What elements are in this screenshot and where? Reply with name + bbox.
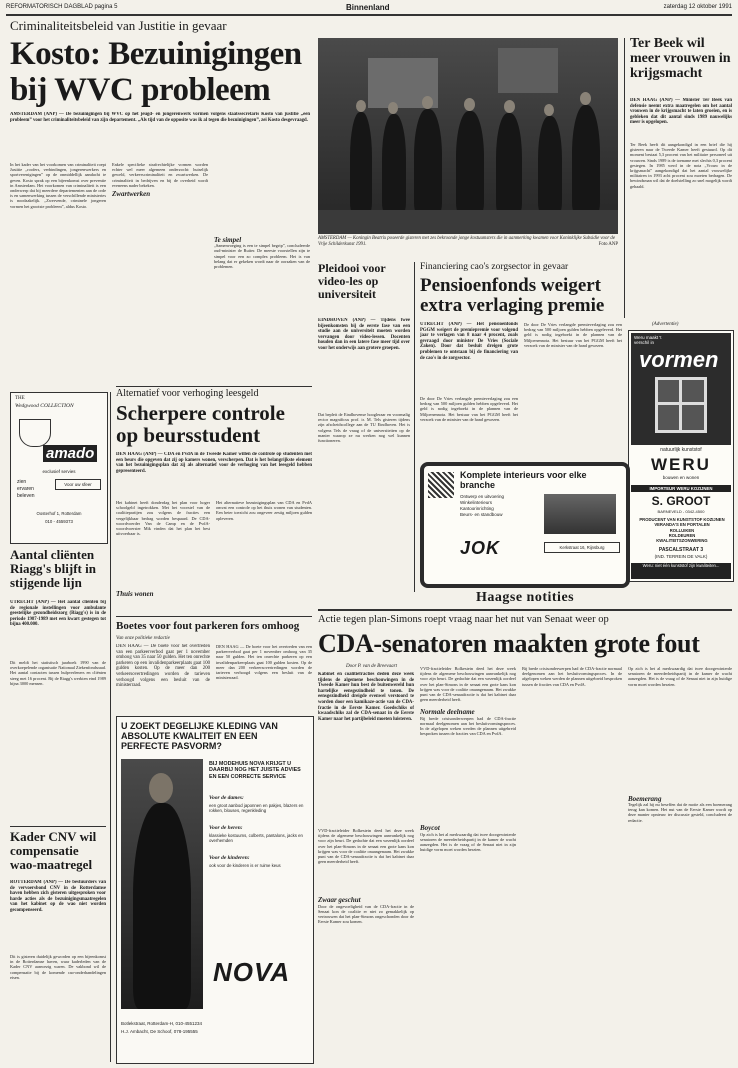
pleidooi-lead: EINDHOVEN (ANP) — Tijdens twee bijeenkomsten bij de eerste fase van een studie aan de universiteit moeten worden vervangen door video-lessen. Docenten houden dan in een latere fase meer tijd over voor het onderwijs aan grotere groepen. <box>318 318 410 351</box>
kader-top-rule <box>10 826 106 827</box>
person-head-6 <box>544 104 554 116</box>
boetes-top-rule <box>116 616 312 617</box>
caption-text: AMSTERDAM — Koningin Beatrix poseerde gisteren met zes bekroonde jonge kostuumsters die in aanmerking kwamen voor Koninklijke Subsidie voor de Vrije Schilderkunst 1991. <box>318 236 615 247</box>
boetes-body-col2: DEN HAAG — De boete voor het overtreden van een parkeerverbod gaat per 1 november omhoog van 35 naar 50 gulden. Het ten onrechte parkeren op een invalidenparkeerplaats gaat 100 gulden kosten. Op de meer dan 200 verkeersovertredingen worden de tarieven verhoogd volgens een besluit van de ministerraad. <box>216 644 312 681</box>
ad-interior-item: Beurs- en standbouw <box>460 512 503 517</box>
person-body-5 <box>496 113 522 213</box>
ad-kleding-section2-text: klassieke kostuums, colberts, pantalons, jacks en overhemden <box>209 833 303 844</box>
ad-vormen-footer: Weru: niet één kunststof zijn kwaliteiten... <box>631 563 731 579</box>
cda-byline: Door P. van de Breevaart <box>346 664 397 669</box>
ad-vormen-logo: WERU <box>651 455 711 474</box>
photo-painting <box>498 48 558 93</box>
kosto-body-col1: In het kader van het voorkomen van criminaliteit roept Justitie „roofers, verbindingen, jongerenwerkers en sportverenigingen” op de onmiddellijk aandacht te geven. Kosto sprak op een bijeenkomst over preventie in Amsterdam. Het voorkomen van criminaliteit is een onderwerp dat bij meerdere departementen aan de orde is en samenwerking tussen de verschillende ministeries is noodzakelijk. „Zwervende, criminele jongeren vormen het grootste probleem”, aldus Kosto. <box>10 162 106 209</box>
photo-floor <box>318 210 618 234</box>
ad-vormen-dealer: S. GROOT <box>651 494 711 508</box>
ad-wedgwood-tagline: exclusief servies <box>42 469 76 474</box>
cda-kicker: Actie tegen plan-Simons roept vraag naar het nut van Senaat weer op <box>318 614 609 625</box>
cda-subhead-zwaar: Zwaar geschut <box>318 896 361 905</box>
kosto-body-col3-a: „Samenvoeging is een te simpel begrip”, concludeerde oud-minister de Ruiter. De meeste voorstellen zijn te simpel voor een zo complex probleem. Het is van belang dat er gekeken wordt naar de oorzaken van de problemen. <box>214 243 310 270</box>
alternatief-headline: Scherpere controle op beursstudent <box>116 401 285 447</box>
ad-wedgwood-address2: 010 - 4559373 <box>45 519 73 524</box>
ad-wedgwood-logo: amado <box>43 445 97 462</box>
pension-body-col2: De door De Vries verlangde premieverlaging zou een bedrag van 500 miljoen gulden hebben opgeleverd. Het geld is nodig ingeboekt in de plannen van de Miljoenennota. Het bestuur van het PGGM heeft het verzoek van de minister van de hand gewezen. <box>524 322 622 348</box>
ad-interior-logo: JOK <box>460 538 501 558</box>
ad-interior-pattern <box>428 472 454 498</box>
ad-interior-address: Kerkstraat 16, Rijnsburg <box>544 542 620 553</box>
terbeek-lead: DEN HAAG (ANP) — Minister Ter Beek van defensie neemt extra maatregelen om het aantal vrouwen in de krijgsmacht te laten groeien, en is gebleken dat dit aantal sinds 1989 nauwelijks meer is opgelopen. <box>630 98 732 126</box>
kosto-body-col2-a: Enkele specifieke strafrechtelijke vormen worden echter wel meer algemeen onderzocht: huiselijk geweld, verkeerscriminaliteit en zwartwerken. De criminaliteit in bedrijven en bij de overheid wordt eveneens nader bekeken. <box>112 162 208 188</box>
kosto-lead: AMSTERDAM (ANP) — De bezuinigingen bij WVC op het jeugd- en jongerenwerk vormen volgens staatssecretaris Kosto van justitie „een probleem” voor het criminaliteitsbeleid van zijn departement. „Als tijd van de opposite was ik al tegen die bezuinigingen”, zei Kosto desgevraagd. <box>10 112 310 123</box>
cda-body-b: Bij brede crisisonderwerpen had de CDA-fractie normaal deelgenomen aan het besluitvormingsproces. In de afgelopen weken werden de plannen uitgebreid besproken tussen de fracties van CDA en PvdA. <box>420 715 516 737</box>
cda-body-e: Tegelijk zal hij nu beseffen dat de motie als een boemerang terug kan komen. Het nut van de Eerste Kamer wordt op deze manier opnieuw ter discussie gesteld, concludeert de redactie. <box>628 802 732 823</box>
person-head-1 <box>356 100 366 112</box>
kader-lead: ROTTERDAM (ANP) — De bestuurders van de vervoersbond CNV in de Rotterdamse haven hebben zich gisteren uitgesproken voor harde acties als de bezuinigingsmaatregelen van het kabinet op de wao niet worden gecompenseerd. <box>10 880 106 913</box>
cda-lead: Kabinet en coalitiefracties deden deze week tijdens de algemene beschouwingen in de Tweede Kamer hun best de buitenwereld hun hartelijke eensgezindheid te tonen. De eensgezindheid dreigde evenwel verstoord te worden door een kamikaze-actie van de CDA-fractie in de Eerste Kamer. Goedschiks of kwaadschiks zal de CDA-senaat in de Eerste Kamer naar het partijbeleid moeten luisteren. <box>318 672 414 722</box>
ad-interior-item: Winkelinterieurs <box>460 500 493 505</box>
haagse-notities-label: Haagse notities <box>476 590 575 605</box>
person-body-1 <box>350 112 372 212</box>
alternatief-lead: DEN HAAG (ANP) — CDA en PvdA in de Tweede Kamer willen de controle op studenten met een beurs die opgeven dat zij op kamers wonen, verscherpen. Dat is het belangrijkste element van het bezuinigingsplan dat zij als alternatief voor de verhoging van het leesgeld hebben gepresenteerd. <box>116 452 312 474</box>
ad-kleding-section1: Voor de dames: <box>209 795 244 801</box>
ad-wedgwood-col3: beleven <box>17 493 35 499</box>
model-head <box>149 773 173 803</box>
ad-wedgwood-line2: Wedgwood COLLECTION <box>15 403 74 409</box>
cda-subhead-normaal: Normale deelname <box>420 708 475 717</box>
ad-vormen-brand-top: Weru maakt 't verschil in <box>634 335 662 345</box>
riagg-headline: Aantal cliënten Riagg's blijft in stijgende lijn <box>10 547 96 590</box>
person-head-5 <box>504 100 515 113</box>
masthead-rule <box>6 14 732 16</box>
person-head-7 <box>580 92 591 105</box>
beatrix-photo <box>318 38 618 234</box>
ad-vormen-city: (IND. TERREIN DE VALK) <box>654 554 708 559</box>
ad-vormen-logo-sub: bouwen en wonen <box>662 475 700 480</box>
cda-body-col2 <box>420 666 516 1062</box>
alternatief-subhead-thuis: Thuis wonen <box>116 590 154 598</box>
terbeek-divider <box>624 38 625 318</box>
ad-kleding-logo: NOVA <box>213 957 291 987</box>
masthead-section: Binnenland <box>346 3 390 12</box>
alternatief-body-col1: Het kabinet heeft donderdag het plan voor hoger schoolgeld ingetrokken. Met het voorstel van de coalitiepartijen zou volgens de fracties een vergelijkbaar bedrag worden bespaard. De CDA-woordvoerder Van de Camp en de PvdA-woordvoerster Mik vinden dat het plan het best uitvoerbaar is. <box>116 500 210 537</box>
cda-body-col4 <box>628 666 732 1062</box>
model-body <box>133 803 191 1009</box>
boetes-body-col1: DEN HAAG — De boete voor het overtreden van een parkeerverbod gaat per 1 november omhoog van 35 naar 50 gulden. Het ten onrechte parkeren op een invalidenparkeerplaats gaat 100 gulden kosten. Op de meer dan 200 verkeersovertredingen worden de tarieven verhoogd volgens een besluit van de ministerraad. <box>116 644 210 689</box>
ad-vormen-window-icon <box>655 377 707 433</box>
cda-body-a: VVD-fractieleider Bolkestein deed het deze week tijdens de algemene beschouwingen aanvankelijk nog voor zijn beurt. De gedachte dat een wezenlijk oordeel over het plan-Simons in de senaat een grote kans kon krijgen was voor de coalitie onaangenaam. Het zwakke punt van de CDA-senaatfractie is dat het kabinet daar geen meerderheid heeft. <box>318 828 414 865</box>
pension-lead: UTRECHT (ANP) — Het pensioenfonds PGGM weigert de premiepremie voor volgend jaar te verlagen van 8 naar 4 procent, zoals gevraagd door minister De Vries (Sociale Zaken). Door dat besluit dreigen grote problemen te ontstaan bij de financiering van de cao's in de zorgsector. <box>420 322 518 361</box>
ad-vormen-item: PRODUCENT VAN KUNSTSTOF KOZIJNEN <box>639 517 725 522</box>
alternatief-top-rule <box>116 386 312 387</box>
masthead-date: zaterdag 12 oktober 1991 <box>663 4 732 10</box>
terbeek-body: Ter Beek heeft dit aangekondigd in een brief die hij gisteren naar de Tweede Kamer heeft gestuurd. Op dit moment bestaat 5,3 procent van het militaire personeel uit vrouwen. Sinds 1989 is de toename met slechts 0,3 procent gestegen. In 1985 werd in de nota „Vrouw in de krijgsmacht” aangekondigd dat het aantal vrouwelijke militairen in 1993 acht procent zou moeten bedragen. De bewindsman wil dat de doelstelling zo snel mogelijk wordt gehaald. <box>630 142 732 189</box>
person-body-7 <box>572 105 600 213</box>
kosto-body-col3 <box>214 162 310 382</box>
ad-wedgwood-col2: ervaren <box>17 486 34 492</box>
ad-interior <box>420 462 630 588</box>
ad-vormen-label: (Advertentie) <box>652 322 679 327</box>
ad-interior-item: Kantoorinrichting <box>460 506 494 511</box>
ad-interior-photo <box>544 494 616 534</box>
person-head-4 <box>464 98 475 111</box>
riagg-lead: UTRECHT (ANP) — Het aantal cliënten bij de regionale instellingen voor ambulante geestelijke gezondheidszorg (Riagg's) is in de periode 1987-1989 met een kwart gestegen tot bijna 400.000. <box>10 600 106 628</box>
alternatief-body-col2-a: Het alternatieve bezuinigingsplan van CDA en PvdA omvat een controle op het thuis wonen van studenten. Een beter toezicht zou ongeveer zestig miljoen gulden opleveren. <box>216 500 312 521</box>
ad-wedgwood-line1: THE <box>15 396 25 401</box>
kosto-kicker: Criminaliteitsbeleid van Justitie in gevaar <box>10 18 227 33</box>
left-col-divider <box>110 392 111 1062</box>
alternatief-kicker: Alternatief voor verhoging leesgeld <box>116 388 259 399</box>
kosto-body-col2 <box>112 162 208 382</box>
ad-kleding-section2: Voor de heren: <box>209 825 243 831</box>
beatrix-photo-caption <box>318 236 618 247</box>
ad-interior-item: Ontwerp en uitvoering <box>460 494 505 499</box>
ad-wedgwood-cup-icon <box>19 419 51 447</box>
pension-body-col1: De door De Vries verlangde premieverlaging zou een bedrag van 500 miljoen gulden hebben opgeleverd. Het geld is nodig ingeboekt in de plannen van de Miljoenennota. Het bestuur van het PGGM heeft het verzoek van de minister van de hand gewezen. <box>420 396 518 422</box>
person-body-2 <box>382 114 406 212</box>
boetes-byline: Van onze politieke redactie <box>116 636 170 641</box>
ad-wedgwood-col1: zien <box>17 479 27 485</box>
caption-credit: Foto ANP <box>598 241 618 247</box>
kosto-subhead-zwartwerken: Zwartwerken <box>112 190 151 199</box>
ad-vormen-tagline: natuurlijk kunststof <box>660 447 702 453</box>
cda-body-c: Door de ongevoeligheid van de CDA-fractie in de Senaat kon de coalitie er niet zo gemakkelijk op vertrouwen dat het plan-Simons ongeschonden door de Eerste Kamer zou komen. <box>318 903 414 925</box>
ad-kleding-section1-text: een groot aanbod japonnen en pakjes, blazers en rokken, blouses, regenkleding <box>209 803 304 814</box>
ad-vormen-address: PASCALSTRAAT 3 <box>658 547 704 553</box>
ad-vormen <box>628 330 734 582</box>
kader-body: Dit is gisteren duidelijk geworden op een bijeenkomst in de Rotterdamse haven, waar kaderleden van de Kader CNV aanwezig waren. De vakbond wil de compensatie bij de komende cao-onderhandelingen eisen. <box>10 954 106 980</box>
ad-interior-title: Komplete interieurs voor elke branche <box>460 470 587 490</box>
masthead-left: REFORMATORISCH DAGBLAD pagina 5 <box>6 4 118 10</box>
ad-vormen-dealer-label: IMPORTEUR WERU KOZIJNEN <box>631 485 731 492</box>
ad-kleding-model-photo <box>121 759 203 1009</box>
cda-headline: CDA-senatoren maakten grote fout <box>318 629 700 658</box>
alternatief-body-col2 <box>216 500 312 612</box>
terbeek-headline: Ter Beek wil meer vrouwen in krijgsmacht <box>630 36 731 81</box>
person-head-3 <box>422 96 433 109</box>
ad-vormen-item: ROLDEUREN <box>668 532 696 538</box>
cda-body-col4-a: Op zich is het al merkwaardig dat twee doorgewinterde senatoren de meerderheidspartij in de kamer de wacht aanzegden. Het is de vraag of de Senaat niet in zijn huidige vorm moet worden herzien. <box>628 666 732 687</box>
cda-body-col3 <box>522 666 622 1062</box>
cda-body-col2-a: VVD-fractieleider Bolkestein deed het deze week tijdens de algemene beschouwingen aanvankelijk nog voor zijn beurt. De gedachte dat een wezenlijk oordeel over het plan-Simons in de senaat een grote kans kon krijgen was voor de coalitie onaangenaam. Het zwakke punt van de CDA-senaatfractie is dat het kabinet daar geen meerderheid heeft. <box>420 666 516 703</box>
pleidooi-box <box>318 262 415 592</box>
cda-body-col1 <box>318 828 414 1062</box>
cda-body-col3-a: Bij brede crisisonderwerpen had de CDA-fractie normaal deelgenomen aan het besluitvormingsproces. In de afgelopen weken werden de plannen uitgebreid besproken tussen de fracties van CDA en PvdA. <box>522 666 622 687</box>
kosto-subhead-simpel: Te simpel <box>214 236 242 244</box>
ad-vormen-items <box>635 517 729 543</box>
ad-kleding-offer: BIJ MODEHUIS NOVA KRIJGT U DAARBIJ NOG HET JUISTE ADVIES EN EEN CORRECTE SERVICE <box>209 761 301 780</box>
kosto-headline: Kosto: Bezuinigingen bij WVC probleem <box>10 36 302 108</box>
ad-kleding-section3-text: ook voor de kinderen is er ruime keus <box>209 863 281 868</box>
ad-vormen-dealer-sub: BARNEVELD - 0342-4500 <box>657 509 705 514</box>
ad-kleding-address2: H.J. Ambacht, De Schoof, 078-195555 <box>121 1029 198 1034</box>
haagse-rule <box>318 609 732 611</box>
cda-body-d: Op zich is het al merkwaardig dat twee doorgewinterde senatoren de meerderheidspartij in de kamer de wacht aanzegden. Het is de vraag of de Senaat niet in zijn huidige vorm moet worden herzien. <box>420 831 516 853</box>
boetes-headline: Boetes voor fout parkeren fors omhoog <box>116 620 300 632</box>
pleidooi-headline: Pleidooi voor video-les op universiteit <box>318 261 386 301</box>
pension-headline: Pensioenfonds weigert extra verlaging premie <box>420 275 605 316</box>
ad-vormen-item: ROLLUIKEN <box>669 527 695 533</box>
ad-kleding-title: U ZOEKT DEGELIJKE KLEDING VAN ABSOLUTE KWALITEIT EN EEN PERFECTE PASVORM? <box>121 721 278 751</box>
cda-subhead-boemerang: Boemerang <box>628 794 662 803</box>
ad-wedgwood-badge: Voor uw sfeer <box>55 479 101 490</box>
pension-kicker: Financiering cao's zorgsector in gevaar <box>420 262 569 272</box>
riagg-body: Dit meldt het statistisch jaarboek 1990 van de overkoepelende organisatie Nationaal Ziekenfondsraad. Het aantal contacten tussen hulpverleners en cliënten steeg met 16 procent. Bij de Riagg's werkten eind 1989 bijna 3000 mensen. <box>10 660 106 686</box>
ad-kleding-section3: Voor de kinderen: <box>209 855 250 861</box>
ad-wedgwood <box>10 392 108 544</box>
person-head-2 <box>388 102 398 114</box>
ad-vormen-brand: vormen <box>639 347 719 372</box>
kader-headline: Kader CNV wil compensatie wao-maatregel <box>10 829 97 872</box>
ad-vormen-item: KWALITEITSZONWERING <box>656 538 708 544</box>
ad-vormen-item: VERANDA'S EN PORTALEN <box>654 522 710 528</box>
ad-interior-items <box>460 494 540 518</box>
ad-kleding <box>116 716 314 1064</box>
cda-subhead-boycot: Boycot <box>420 824 440 833</box>
ad-wedgwood-address1: Oosterhof 1, Rotterdam <box>36 511 82 516</box>
person-body-6 <box>538 116 562 212</box>
person-body-4 <box>456 111 484 213</box>
pleidooi-body: Dat bepleit de Eindhovense hoogleraar en voormalig rector magnificus prof. ir. M. Tels gisteren tijdens zijn afscheidscollege aan de TU Eindhoven. Het is volgens Tels de vraag of de universiteiten op de manier waarop ze nu werken nog wel kunnen functioneren. <box>318 412 410 444</box>
ad-kleding-address1: Botlekstraat, Rotterdam-H, 010-4551234 <box>121 1021 203 1026</box>
person-body-3 <box>414 109 442 213</box>
ad-vormen-top <box>631 333 731 445</box>
